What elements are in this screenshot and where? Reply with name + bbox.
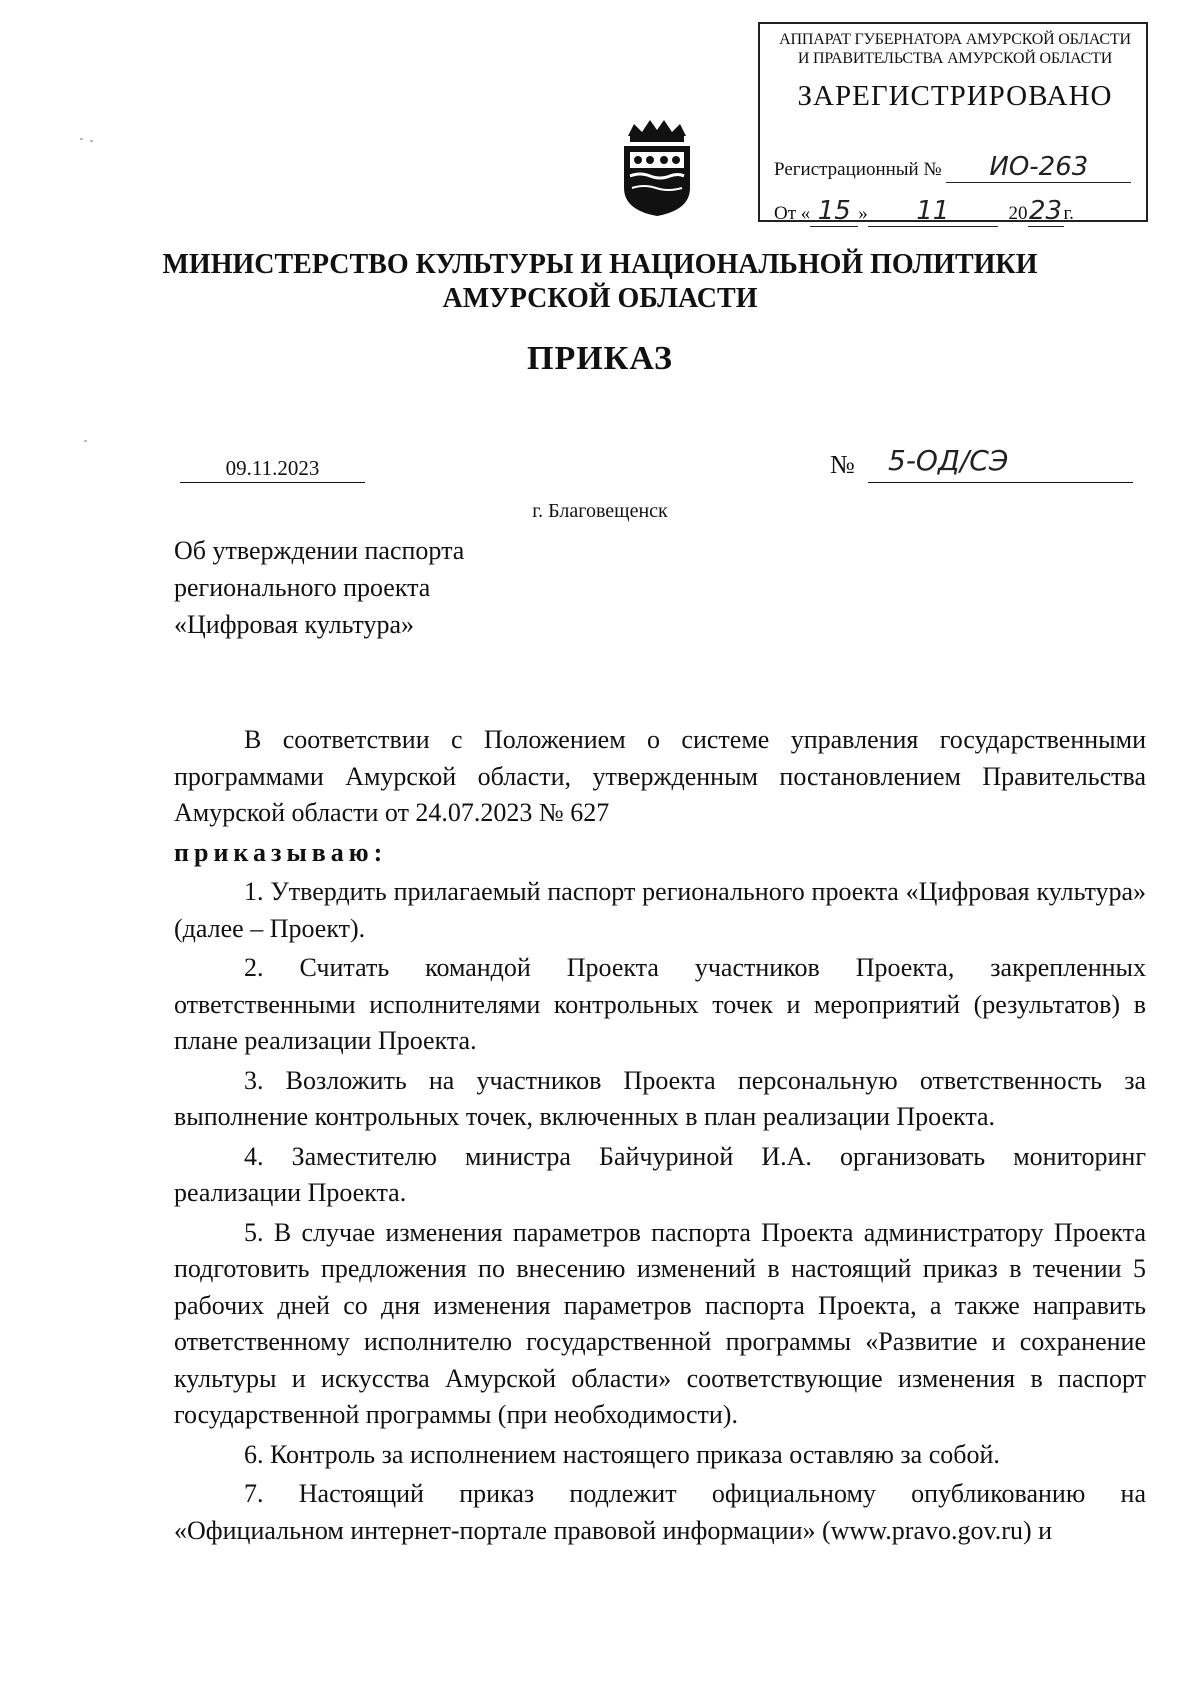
scan-artifact <box>90 140 93 142</box>
scan-artifact <box>84 440 87 442</box>
registration-stamp <box>758 22 1148 226</box>
stamp-date-month: 11 <box>916 196 950 226</box>
order-number: 5-ОД/СЭ <box>888 444 1009 477</box>
stamp-date-row: От « 15 » 11 2023г. <box>774 196 1074 226</box>
order-number-field <box>868 444 1133 483</box>
order-item: 1. Утвердить прилагаемый паспорт регионального проекта «Цифровая культура» (далее – Проект). <box>174 877 1146 943</box>
ministry-name: МИНИСТЕРСТВО КУЛЬТУРЫ И НАЦИОНАЛЬНОЙ ПОЛИТИКИ АМУРСКОЙ ОБЛАСТИ <box>162 249 1038 314</box>
order-word: приказываю: <box>174 837 388 867</box>
order-item: 3. Возложить на участников Проекта персональную ответственность за выполнение контрольных точек, включенных в план реализации Проекта. <box>174 1065 1146 1131</box>
stamp-title: ЗАРЕГИСТРИРОВАНО <box>797 80 1113 112</box>
stamp-date-year: 23 <box>1028 196 1063 226</box>
coat-of-arms-icon <box>618 118 696 218</box>
order-body <box>174 722 1146 1549</box>
number-sign: № <box>830 450 855 479</box>
stamp-registration-number: ИО-263 <box>989 152 1089 182</box>
order-subject: Об утверждении паспорта регионального проекта «Цифровая культура» <box>174 536 465 639</box>
stamp-registration-row: Регистрационный № ИО-263 <box>774 152 1136 183</box>
order-item: 7. Настоящий приказ подлежит официальному опубликованию на «Официальном интернет-портале правовой информации» (www.pravo.gov.ru) и <box>174 1479 1146 1545</box>
document-type: ПРИКАЗ <box>527 340 673 377</box>
order-item: 4. Заместителю министра Байчуриной И.А. организовать мониторинг реализации Проекта. <box>174 1141 1146 1207</box>
order-item: 2. Считать командой Проекта участников Проекта, закрепленных ответственными исполнителями контрольных точек и мероприятий (результатов) в плане реализации Проекта. <box>174 953 1146 1055</box>
order-date: 09.11.2023 <box>180 456 365 483</box>
city: г. Благовещенск <box>532 500 668 522</box>
scan-artifact <box>80 138 83 140</box>
preamble: В соответствии с Положением о системе управления государственными программами Амурской области, утвержденным постановлением Правительства Амурской области от 24.07.2023 № 627 <box>174 725 1146 827</box>
stamp-date-day: 15 <box>817 196 851 226</box>
order-item: 5. В случае изменения параметров паспорта Проекта администратору Проекта подготовить предложения по внесению изменений в настоящий приказ в течении 5 рабочих дней со дня изменения параметров паспорта Проекта, а также направить ответственному исполнителю государственной программы «Развитие и сохранение культуры и искусства Амурской области» соответствующие изменения в паспорт государственной программы (при необходимости). <box>174 1217 1146 1429</box>
order-item: 6. Контроль за исполнением настоящего приказа оставляю за собой. <box>244 1439 1000 1469</box>
stamp-organization: АППАРАТ ГУБЕРНАТОРА АМУРСКОЙ ОБЛАСТИ И ПРАВИТЕЛЬСТВА АМУРСКОЙ ОБЛАСТИ <box>779 31 1131 67</box>
